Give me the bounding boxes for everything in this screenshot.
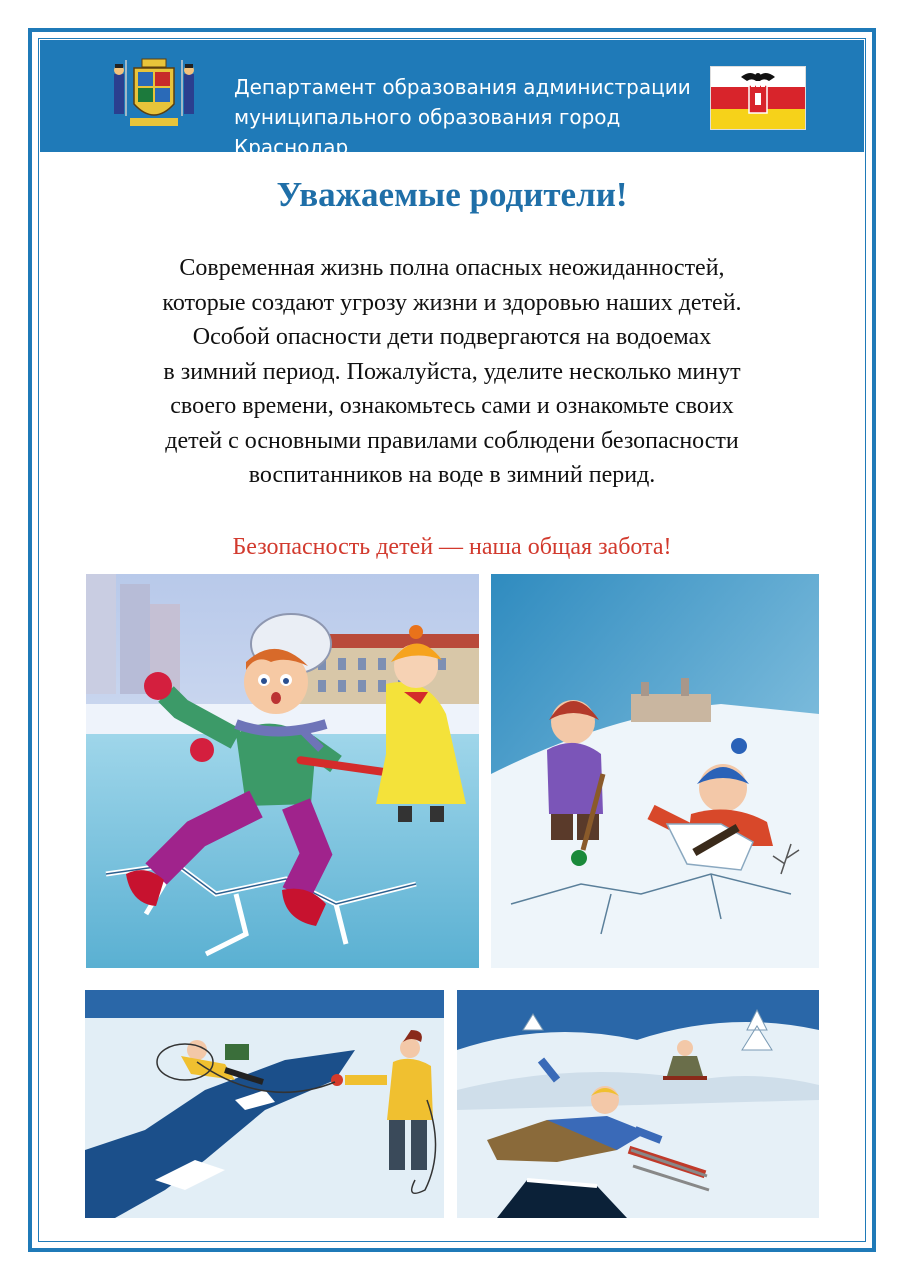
appeal-line: Современная жизнь полна опасных неожиданностей, xyxy=(179,255,725,281)
city-flag-icon xyxy=(710,66,806,130)
appeal-line: которые создают угрозу жизни и здоровью наших детей. xyxy=(162,289,742,316)
coat-of-arms-icon xyxy=(106,56,202,134)
page-title: Уважаемые родители! xyxy=(276,175,628,214)
department-name xyxy=(234,72,704,162)
appeal-line: в зимний период. Пожалуйста, уделите несколько минут xyxy=(163,358,741,385)
child-on-cracking-ice-illustration xyxy=(86,574,479,968)
appeal-line: воспитанников на воде в зимний перид. xyxy=(248,462,656,488)
children-falling-through-ice-illustration xyxy=(491,574,819,968)
appeal-text xyxy=(80,251,824,493)
department-line-2: муниципального образования город Краснодар xyxy=(234,105,621,159)
rescue-with-rope-illustration xyxy=(85,990,444,1218)
department-line-1: Департамент образования администрации xyxy=(234,75,691,99)
appeal-line: своего времени, ознакомьтесь сами и ознакомьте своих xyxy=(170,393,734,419)
appeal-line: Особой опасности дети подвергаются на водоемах xyxy=(192,324,712,350)
appeal-line: детей с основными правилами соблюдени безопасности xyxy=(165,427,739,454)
slogan: Безопасность детей — наша общая забота! xyxy=(232,534,672,560)
child-fell-near-ice-hole-illustration xyxy=(457,990,819,1218)
